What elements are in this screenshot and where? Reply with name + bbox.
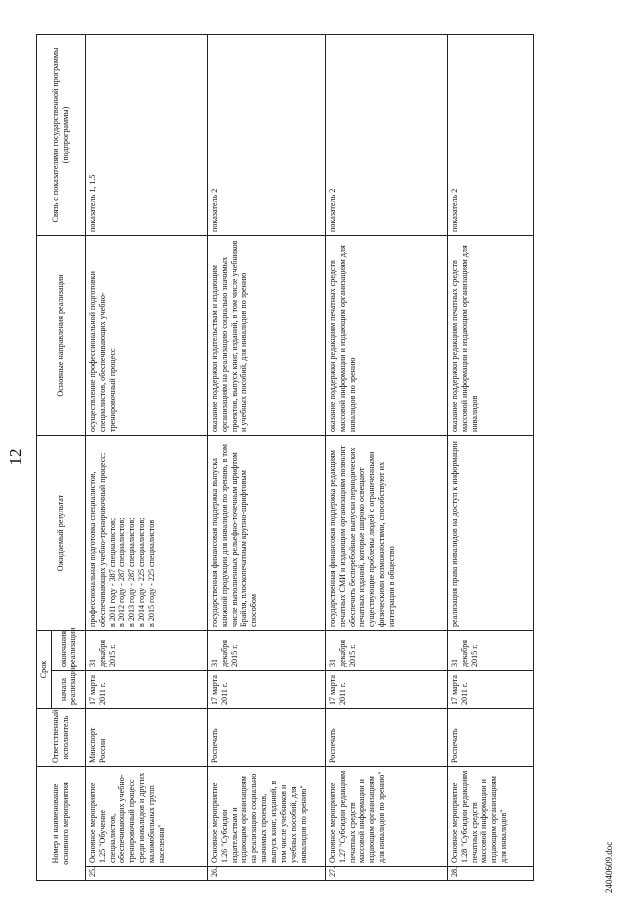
end-date: 31 декабря 2015 г. bbox=[207, 631, 325, 671]
activity-name: Основное мероприятие 1.25 "Обучение специалистов, обеспечивающих учебно-тренировочный процесс среди инвалидов и других маломобильных групп населения" bbox=[85, 767, 207, 867]
activity-name: Основное мероприятие 1.28 "Субсидии редакциям печатных средств массовой информации и издающим организациям для инвалидов" bbox=[447, 767, 533, 867]
table-row bbox=[207, 35, 325, 881]
executor: Роспечать bbox=[207, 709, 325, 767]
row-number: 28. bbox=[447, 867, 533, 881]
table-row bbox=[85, 35, 207, 881]
page-number: 12 bbox=[6, 448, 25, 466]
row-number: 26. bbox=[207, 867, 325, 881]
table-row bbox=[325, 35, 447, 881]
table-row bbox=[447, 35, 533, 881]
executor: Роспечать bbox=[447, 709, 533, 767]
indicator-link: показатель 1, 1.5 bbox=[85, 35, 207, 236]
directions: оказание поддержки редакциям печатных средств массовой информации и издающим организациям для инвалидов по зрению bbox=[325, 236, 447, 436]
activity-name: Основное мероприятие 1.26 "Субсидии издательствам и издающим организациям на реализацию социально значимых проектов, выпуск книг, изданий, в том числе учебников и учебных пособий, для инвалидов по зрению" bbox=[207, 767, 325, 867]
start-date: 17 марта 2011 г. bbox=[85, 671, 207, 709]
header-number-name: Номер и наименование основного мероприятия bbox=[37, 767, 86, 881]
expected-result: профессиональная подготовка специалистов, обеспечивающих учебно-тренировочный процесс: в 2011 году - 387 специалистов; в 2012 году - 287 специалистов; в 2013 году - 287 специалистов; в 2014 году - 225 специалистов; в 2015 году - 225 специалистов bbox=[85, 436, 207, 631]
header-result: Ожидаемый результат bbox=[37, 436, 86, 631]
directions: оказание поддержки издательствам и издающим организациям на реализацию социально значимых проектов, выпуск книг, изданий, в том числе учебников и учебных пособий, для инвалидов по зрению bbox=[207, 236, 325, 436]
directions: осуществление профессиональной подготовки специалистов, обеспечивающих учебно-тренировочный процесс bbox=[85, 236, 207, 436]
header-link: Связь с показателями государственной программы (подпрограммы) bbox=[37, 35, 86, 236]
executor: Роспечать bbox=[325, 709, 447, 767]
directions: оказание поддержки редакциям печатных средств массовой информации и издающим организациям для инвалидов bbox=[447, 236, 533, 436]
activities-table bbox=[36, 34, 534, 881]
executor: Минспорт России bbox=[85, 709, 207, 767]
header-term-start: начала реализации bbox=[51, 671, 85, 709]
activity-name: Основное мероприятие 1.27 "Субсидии редакциям печатных средств массовой информации и издающим организациям для инвалидов по зрению" bbox=[325, 767, 447, 867]
end-date: 31 декабря 2015 г. bbox=[85, 631, 207, 671]
expected-result: государственная финансовая поддержка редакциям печатных СМИ и издающим организациям позволит обеспечить бесперебойные выпуски периодических печатных изданий, которые широко освещают существующие проблемы людей с ограниченными физическими возможностями, способствуют их интеграции в общество bbox=[325, 436, 447, 631]
expected-result: реализация права инвалидов на доступ к информации bbox=[447, 436, 533, 631]
start-date: 17 марта 2011 г. bbox=[325, 671, 447, 709]
end-date: 31 декабря 2015 г. bbox=[447, 631, 533, 671]
start-date: 17 марта 2011 г. bbox=[447, 671, 533, 709]
end-date: 31 декабря 2015 г. bbox=[325, 631, 447, 671]
expected-result: государственная финансовая поддержка выпуска книжной продукции для инвалидов по зрению, в том числе выполненных рельефно-точечным шрифтом Брайля, плоскопечатным крупно-шрифтовым способом bbox=[207, 436, 325, 631]
table-header bbox=[37, 35, 86, 881]
header-term: Срок bbox=[37, 631, 52, 709]
indicator-link: показатель 2 bbox=[447, 35, 533, 236]
document-file-name: 24040609.doc bbox=[604, 841, 614, 893]
start-date: 17 марта 2011 г. bbox=[207, 671, 325, 709]
indicator-link: показатель 2 bbox=[325, 35, 447, 236]
header-executor: Ответственный исполнитель bbox=[37, 709, 86, 767]
header-directions: Основные направления реализации bbox=[37, 236, 86, 436]
row-number: 25. bbox=[85, 867, 207, 881]
indicator-link: показатель 2 bbox=[207, 35, 325, 236]
header-term-end: окончания реализации bbox=[51, 631, 85, 671]
row-number: 27. bbox=[325, 867, 447, 881]
